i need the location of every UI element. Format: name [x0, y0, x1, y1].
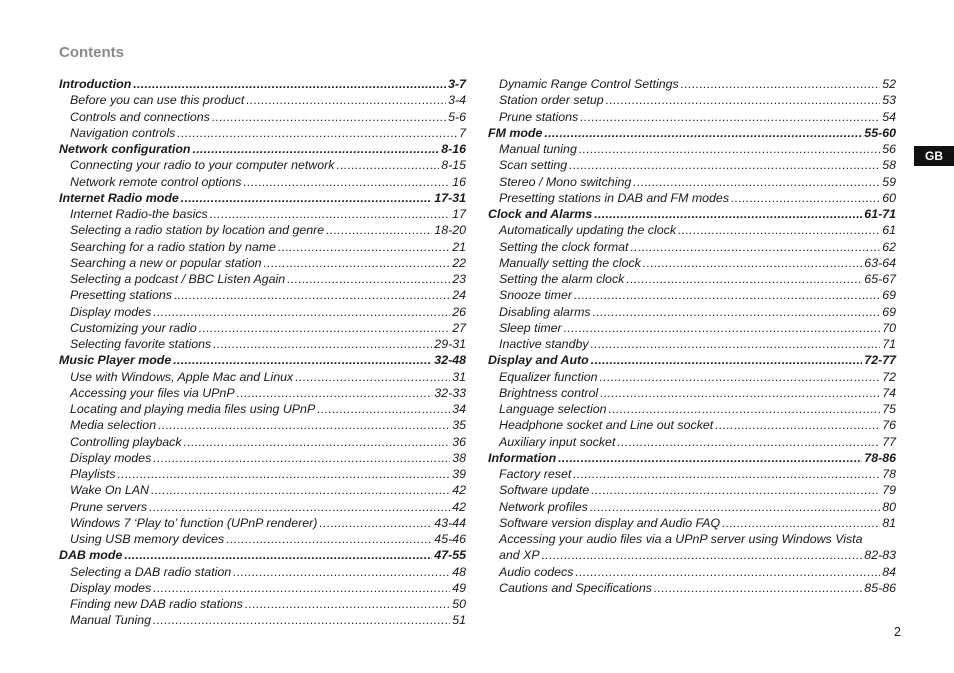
- toc-entry-page: 21: [452, 239, 466, 254]
- toc-entry-label: Manual tuning: [499, 142, 577, 156]
- toc-leader-dots: [591, 352, 863, 368]
- toc-entry-label: Snooze timer: [499, 288, 573, 303]
- toc-entry-page: 16: [452, 174, 466, 189]
- toc-leader-dots: [181, 190, 433, 206]
- toc-entry-label: Disabling alarms: [499, 304, 591, 319]
- toc-entry-page: 22: [452, 255, 466, 270]
- toc-entry-label: Display and Auto: [488, 353, 589, 368]
- toc-entry-label: FM mode: [488, 125, 543, 140]
- toc-entry-page: 53: [882, 93, 896, 108]
- toc-entry-factory-reset[interactable]: [488, 466, 896, 482]
- toc-leader-dots: [573, 466, 880, 482]
- toc-entry-label: Sleep timer: [499, 320, 562, 335]
- toc-entry-label: Use with Windows, Apple Mac and Linux: [70, 369, 294, 384]
- toc-entry-manual-tuning[interactable]: [59, 612, 466, 628]
- toc-entry-playlists[interactable]: [59, 466, 466, 482]
- toc-entry-presetting-stations-in-dab-and-fm-modes[interactable]: [488, 190, 896, 206]
- toc-entry-label: Windows 7 ‘Play to’ function (UPnP renderer): [70, 515, 318, 530]
- toc-leader-dots: [245, 596, 450, 612]
- toc-entry-page: 72-77: [864, 353, 896, 368]
- toc-entry-before-you-can-use-this-product[interactable]: [59, 92, 466, 108]
- toc-entry-page: 61-71: [864, 207, 896, 221]
- toc-leader-dots: [264, 255, 451, 271]
- toc-entry-page: 47-55: [434, 548, 466, 563]
- toc-entry-scan-setting[interactable]: [488, 157, 896, 173]
- toc-leader-dots: [287, 271, 450, 287]
- toc-entry-label: Scan setting: [499, 158, 568, 173]
- toc-leader-dots: [600, 385, 880, 401]
- toc-entry-language-selection[interactable]: [488, 401, 896, 417]
- toc-entry-label: Setting the alarm clock: [499, 272, 625, 286]
- toc-entry-label: Language selection: [499, 402, 607, 416]
- toc-leader-dots: [722, 515, 880, 531]
- toc-entry-prune-stations[interactable]: [488, 109, 896, 125]
- toc-entry-page: 52: [882, 77, 896, 91]
- toc-entry-page: 71: [882, 337, 896, 351]
- toc-entry-dynamic-range-control-settings[interactable]: [488, 76, 896, 92]
- toc-entry-page: 54: [882, 109, 896, 124]
- toc-entry-label: Cautions and Specifications: [499, 580, 652, 595]
- page-title: Contents: [59, 44, 124, 61]
- toc-entry-page: 39: [452, 467, 466, 481]
- toc-entry-page: 24: [452, 288, 466, 303]
- toc-leader-dots: [564, 320, 881, 336]
- toc-entry-software-version-display-and-audio-faq[interactable]: [488, 515, 896, 531]
- toc-entry-label: Controlling playback: [70, 434, 182, 449]
- toc-entry-label: and XP: [499, 548, 540, 563]
- toc-entry-internet-radio-the-basics[interactable]: [59, 206, 466, 222]
- toc-entry-label: Selecting a podcast / BBC Listen Again: [70, 272, 286, 286]
- toc-entry-label: Before you can use this product: [70, 93, 245, 108]
- toc-leader-dots: [153, 450, 450, 466]
- toc-leader-dots: [226, 531, 432, 547]
- toc-entry-label: Inactive standby: [499, 337, 589, 351]
- toc-leader-dots: [630, 239, 880, 255]
- toc-entry-sleep-timer[interactable]: [488, 320, 896, 336]
- toc-entry-media-selection[interactable]: [59, 417, 466, 433]
- toc-leader-dots: [590, 499, 880, 515]
- toc-entry-label: Prune servers: [70, 499, 148, 514]
- toc-entry-label: Selecting favorite stations: [70, 337, 212, 351]
- toc-entry-label: Stereo / Mono switching: [499, 174, 632, 189]
- toc-entry-label: Finding new DAB radio stations: [70, 597, 243, 611]
- toc-entry-software-update[interactable]: [488, 482, 896, 498]
- toc-entry-label: Software update: [499, 483, 590, 498]
- toc-entry-label: Manually setting the clock: [499, 255, 641, 270]
- toc-entry-page: 65-67: [864, 272, 896, 286]
- toc-entry-searching-for-a-radio-station-by-name[interactable]: [59, 239, 466, 255]
- toc-entry-use-with-windows-apple-mac-and-linux[interactable]: [59, 369, 466, 385]
- toc-section-information[interactable]: [488, 450, 896, 466]
- toc-entry-page: 69: [882, 304, 896, 319]
- toc-entry-page: 78-86: [864, 450, 896, 465]
- toc-entry-network-remote-control-options[interactable]: [59, 174, 466, 190]
- toc-entry-locating-and-playing-media-files-using-upnp[interactable]: [59, 401, 466, 417]
- toc-entry-cautions-and-specifications[interactable]: [488, 580, 896, 596]
- toc-entry-page: 55-60: [864, 125, 896, 140]
- toc-entry-label: Connecting your radio to your computer network: [70, 158, 335, 173]
- toc-entry-page: 69: [882, 288, 896, 303]
- toc-entry-label: Wake On LAN: [70, 483, 149, 498]
- toc-entry-page: 70: [882, 320, 896, 335]
- toc-entry-equalizer-function[interactable]: [488, 369, 896, 385]
- toc-entry-network-profiles[interactable]: [488, 499, 896, 515]
- toc-section-dab-mode[interactable]: [59, 547, 466, 563]
- toc-section-introduction[interactable]: [59, 76, 466, 92]
- toc-entry-automatically-updating-the-clock[interactable]: [488, 222, 896, 238]
- toc-entry-label: Using USB memory devices: [70, 532, 225, 546]
- toc-entry-label: Locating and playing media files using UPnP: [70, 402, 316, 416]
- toc-entry-label: Introduction: [59, 77, 132, 91]
- toc-section-music-player-mode[interactable]: [59, 352, 466, 368]
- toc-entry-page: 82-83: [864, 548, 896, 563]
- toc-entry-display-modes[interactable]: [59, 304, 466, 320]
- toc-leader-dots: [319, 515, 432, 531]
- toc-leader-dots: [184, 434, 451, 450]
- toc-leader-dots: [158, 417, 450, 433]
- toc-leader-dots: [593, 304, 881, 320]
- toc-entry-label: DAB mode: [59, 548, 123, 563]
- toc-entry-label: Display modes: [70, 304, 152, 319]
- toc-entry-label: Auxiliary input socket: [499, 434, 616, 449]
- toc-entry-label: Music Player mode: [59, 353, 172, 368]
- toc-leader-dots: [608, 401, 880, 417]
- toc-entry-page: 79: [882, 483, 896, 498]
- toc-entry-customizing-your-radio[interactable]: [59, 320, 466, 336]
- toc-entry-label: Selecting a DAB radio station: [70, 564, 232, 579]
- toc-entry-label: Accessing your audio files via a UPnP server using Windows Vista: [499, 532, 863, 546]
- toc-entry-page: 56: [882, 142, 896, 156]
- toc-entry-page: 7: [459, 125, 466, 140]
- toc-entry-setting-the-alarm-clock[interactable]: [488, 271, 896, 287]
- toc-left-column: [59, 76, 466, 629]
- toc-entry-label: Searching for a radio station by name: [70, 239, 276, 254]
- toc-entry-selecting-a-podcast-bbc-listen-again[interactable]: [59, 271, 466, 287]
- toc-section-network-configuration[interactable]: [59, 141, 466, 157]
- toc-entry-page: 61: [882, 223, 896, 238]
- toc-entry-page: 34: [452, 402, 466, 416]
- toc-entry-label: Controls and connections: [70, 109, 210, 124]
- toc-entry-page: 48: [452, 564, 466, 579]
- toc-section-clock-and-alarms[interactable]: [488, 206, 896, 222]
- toc-entry-label: Display modes: [70, 450, 152, 465]
- toc-leader-dots: [237, 385, 433, 401]
- toc-leader-dots: [654, 580, 862, 596]
- toc-leader-dots: [151, 482, 450, 498]
- toc-leader-dots: [626, 271, 862, 287]
- toc-entry-connecting-your-radio-to-your-computer-network[interactable]: [59, 157, 466, 173]
- toc-leader-dots: [199, 320, 450, 336]
- toc-leader-dots: [681, 76, 880, 92]
- toc-leader-dots: [326, 222, 432, 238]
- toc-entry-page: 8-15: [441, 158, 466, 173]
- toc-entry-selecting-a-radio-station-by-location-and-genre[interactable]: [59, 222, 466, 238]
- toc-leader-dots: [715, 417, 880, 433]
- toc-leader-dots: [153, 612, 450, 628]
- toc-section-fm-mode[interactable]: [488, 125, 896, 141]
- toc-leader-dots: [233, 564, 450, 580]
- toc-entry-controls-and-connections[interactable]: [59, 109, 466, 125]
- toc-entry-label: Accessing your files via UPnP: [70, 385, 235, 400]
- toc-entry-page: 32-48: [434, 353, 466, 368]
- toc-leader-dots: [542, 547, 863, 563]
- toc-entry-page: 84: [882, 564, 896, 579]
- toc-entry-accessing-your-files-via-upnp[interactable]: [59, 385, 466, 401]
- toc-entry-label: Clock and Alarms: [488, 207, 593, 221]
- toc-entry-page: 80: [882, 499, 896, 514]
- toc-entry-windows-7-play-to-function-upnp-renderer[interactable]: [59, 515, 466, 531]
- toc-leader-dots: [174, 287, 450, 303]
- toc-leader-dots: [606, 92, 881, 108]
- toc-leader-dots: [124, 547, 432, 563]
- toc-leader-dots: [678, 222, 880, 238]
- toc-entry-label: Automatically updating the clock: [499, 223, 677, 238]
- toc-entry-controlling-playback[interactable]: [59, 434, 466, 450]
- toc-entry-page: 42: [452, 483, 466, 498]
- toc-entry-disabling-alarms[interactable]: [488, 304, 896, 320]
- toc-entry-label: Network remote control options: [70, 174, 242, 189]
- toc-entry-page: 38: [452, 450, 466, 465]
- toc-leader-dots: [192, 141, 439, 157]
- toc-leader-dots: [117, 466, 450, 482]
- toc-entry-label: Information: [488, 450, 557, 465]
- toc-entry-prune-servers[interactable]: [59, 499, 466, 515]
- toc-entry-searching-a-new-or-popular-station[interactable]: [59, 255, 466, 271]
- toc-entry-page: 26: [452, 304, 466, 319]
- toc-section-display-and-auto[interactable]: [488, 352, 896, 368]
- toc-entry-label: Display modes: [70, 580, 152, 595]
- toc-entry-label: Headphone socket and Line out socket: [499, 418, 714, 433]
- toc-entry-page: 49: [452, 580, 466, 595]
- toc-entry-label: Playlists: [70, 467, 116, 481]
- toc-leader-dots: [579, 141, 880, 157]
- toc-entry-label: Network profiles: [499, 499, 588, 514]
- toc-leader-dots: [153, 304, 450, 320]
- toc-entry-page: 75: [882, 402, 896, 416]
- toc-entry-station-order-setup[interactable]: [488, 92, 896, 108]
- toc-entry-label: Presetting stations in DAB and FM modes: [499, 190, 730, 205]
- toc-entry-label: Factory reset: [499, 467, 572, 481]
- toc-leader-dots: [544, 125, 862, 141]
- toc-entry-snooze-timer[interactable]: [488, 287, 896, 303]
- toc-leader-dots: [177, 125, 457, 141]
- toc-entry-page: 72: [882, 369, 896, 384]
- toc-leader-dots: [243, 174, 450, 190]
- toc-leader-dots: [591, 482, 880, 498]
- toc-entry-setting-the-clock-format[interactable]: [488, 239, 896, 255]
- toc-entry-page: 62: [882, 239, 896, 254]
- toc-entry-page: 77: [882, 434, 896, 449]
- toc-leader-dots: [643, 255, 862, 271]
- toc-entry-page: 3-7: [448, 77, 466, 91]
- toc-entry-selecting-a-dab-radio-station[interactable]: [59, 564, 466, 580]
- toc-leader-dots: [295, 369, 450, 385]
- toc-entry-page: 29-31: [434, 337, 466, 351]
- toc-entry-page: 18-20: [434, 223, 466, 238]
- toc-leader-dots: [213, 336, 432, 352]
- toc-entry-label: Internet Radio mode: [59, 190, 179, 205]
- toc-leader-dots: [575, 564, 880, 580]
- toc-entry-page: 43-44: [434, 515, 466, 530]
- toc-entry-label: Prune stations: [499, 109, 579, 124]
- toc-entry-page: 17-31: [434, 190, 466, 205]
- toc-leader-dots: [336, 157, 439, 173]
- toc-entry-label: Equalizer function: [499, 369, 598, 384]
- toc-entry-inactive-standby[interactable]: [488, 336, 896, 352]
- toc-entry-manually-setting-the-clock[interactable]: [488, 255, 896, 271]
- toc-entry-and-xp[interactable]: [488, 547, 896, 563]
- toc-entry-label: Setting the clock format: [499, 239, 629, 254]
- toc-entry-label: Manual Tuning: [70, 613, 152, 628]
- toc-leader-dots: [153, 580, 450, 596]
- toc-leader-dots: [149, 499, 450, 515]
- toc-entry-page: 63-64: [864, 255, 896, 270]
- toc-entry-page: 45-46: [434, 532, 466, 546]
- toc-entry-accessing-your-audio-files-via-a-upnp-server-using-windows-vista[interactable]: [488, 531, 896, 547]
- toc-leader-dots: [574, 287, 880, 303]
- toc-leader-dots: [210, 206, 450, 222]
- toc-entry-label: Internet Radio-the basics: [70, 207, 208, 221]
- toc-entry-display-modes[interactable]: [59, 450, 466, 466]
- toc-entry-page: 17: [452, 207, 466, 221]
- toc-entry-label: Audio codecs: [499, 564, 574, 579]
- toc-leader-dots: [569, 157, 880, 173]
- toc-entry-navigation-controls[interactable]: [59, 125, 466, 141]
- toc-entry-page: 27: [452, 320, 466, 335]
- toc-section-internet-radio-mode[interactable]: [59, 190, 466, 206]
- toc-entry-page: 58: [882, 158, 896, 173]
- toc-leader-dots: [580, 109, 880, 125]
- toc-leader-dots: [558, 450, 862, 466]
- toc-entry-display-modes[interactable]: [59, 580, 466, 596]
- toc-entry-presetting-stations[interactable]: [59, 287, 466, 303]
- toc-entry-label: Dynamic Range Control Settings: [499, 77, 679, 91]
- toc-leader-dots: [212, 109, 446, 125]
- toc-entry-page: 42: [452, 499, 466, 514]
- toc-leader-dots: [731, 190, 880, 206]
- toc-leader-dots: [617, 434, 880, 450]
- toc-entry-page: 85-86: [864, 580, 896, 595]
- toc-entry-page: 32-33: [434, 385, 466, 400]
- toc-entry-label: Brightness control: [499, 385, 599, 400]
- toc-entry-page: 60: [882, 190, 896, 205]
- toc-entry-page: 81: [882, 515, 896, 530]
- toc-entry-brightness-control[interactable]: [488, 385, 896, 401]
- toc-entry-page: 36: [452, 434, 466, 449]
- toc-entry-page: 31: [452, 369, 466, 384]
- toc-entry-wake-on-lan[interactable]: [59, 482, 466, 498]
- toc-leader-dots: [133, 76, 446, 92]
- toc-leader-dots: [594, 206, 862, 222]
- toc-right-column: [488, 76, 896, 596]
- toc-entry-label: Station order setup: [499, 93, 604, 108]
- toc-entry-label: Searching a new or popular station: [70, 255, 262, 270]
- toc-entry-label: Navigation controls: [70, 125, 176, 140]
- toc-entry-page: 8-16: [441, 142, 466, 156]
- toc-entry-auxiliary-input-socket[interactable]: [488, 434, 896, 450]
- toc-entry-audio-codecs[interactable]: [488, 564, 896, 580]
- toc-entry-using-usb-memory-devices[interactable]: [59, 531, 466, 547]
- toc-leader-dots: [278, 239, 450, 255]
- toc-leader-dots: [173, 352, 432, 368]
- toc-entry-page: 78: [882, 467, 896, 481]
- toc-entry-page: 51: [452, 613, 466, 628]
- toc-entry-stereo-mono-switching[interactable]: [488, 174, 896, 190]
- toc-leader-dots: [317, 401, 450, 417]
- toc-entry-label: Customizing your radio: [70, 320, 197, 335]
- toc-entry-manual-tuning[interactable]: [488, 141, 896, 157]
- toc-entry-page: 5-6: [448, 109, 466, 124]
- toc-entry-page: 50: [452, 597, 466, 611]
- toc-entry-label: Selecting a radio station by location and genre: [70, 223, 325, 238]
- toc-entry-headphone-socket-and-line-out-socket[interactable]: [488, 417, 896, 433]
- toc-entry-page: 3-4: [448, 93, 466, 108]
- toc-entry-page: 35: [452, 418, 466, 433]
- toc-leader-dots: [600, 369, 881, 385]
- toc-leader-dots: [633, 174, 880, 190]
- toc-entry-label: Software version display and Audio FAQ: [499, 515, 721, 530]
- toc-entry-page: 74: [882, 385, 896, 400]
- toc-entry-label: Network configuration: [59, 142, 191, 156]
- page-number: 2: [894, 625, 901, 639]
- toc-entry-label: Presetting stations: [70, 288, 172, 303]
- toc-entry-page: 23: [452, 272, 466, 286]
- toc-leader-dots: [591, 336, 881, 352]
- toc-entry-page: 76: [882, 418, 896, 433]
- toc-entry-label: Media selection: [70, 418, 157, 433]
- toc-entry-selecting-favorite-stations[interactable]: [59, 336, 466, 352]
- toc-entry-finding-new-dab-radio-stations[interactable]: [59, 596, 466, 612]
- toc-leader-dots: [246, 92, 446, 108]
- toc-entry-page: 59: [882, 174, 896, 189]
- language-badge: GB: [914, 146, 954, 166]
